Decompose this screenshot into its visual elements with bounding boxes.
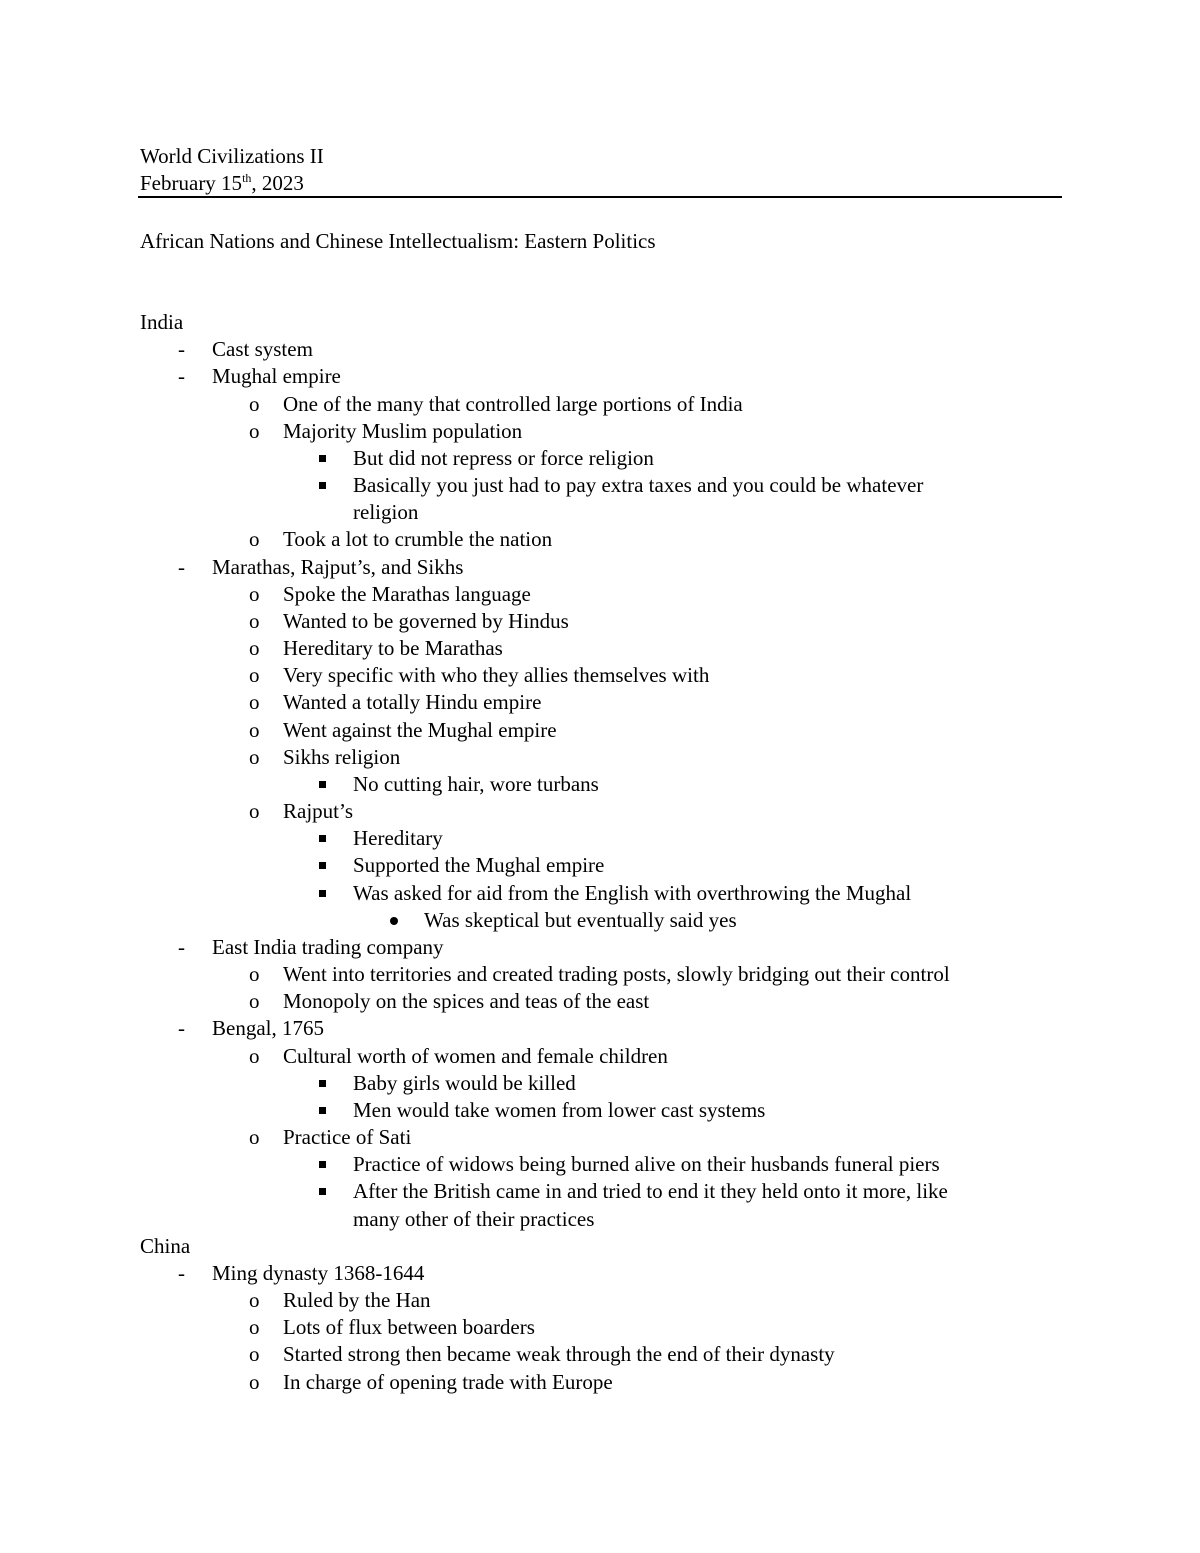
- date-ordinal-suffix: th: [242, 171, 252, 185]
- date-year: , 2023: [251, 171, 304, 195]
- circle-bullet: o: [249, 690, 260, 715]
- outline-item-level-2: Wanted a totally Hindu empire: [283, 690, 542, 715]
- dash-bullet: -: [178, 934, 185, 959]
- outline-item-level-1: Cast system: [212, 337, 313, 362]
- outline-item-level-3: But did not repress or force religion: [353, 445, 654, 470]
- course-name: World Civilizations II: [140, 144, 324, 168]
- circle-bullet: o: [249, 1342, 260, 1367]
- outline-item-level-2: Went into territories and created trading posts, slowly bridging out their control: [283, 962, 950, 987]
- outline-item-level-2: Spoke the Marathas language: [283, 581, 531, 606]
- circle-bullet: o: [249, 1043, 260, 1068]
- date-month-day: February 15: [140, 171, 243, 195]
- outline-item-level-2: Monopoly on the spices and teas of the east: [283, 989, 650, 1014]
- square-bullet: [319, 482, 326, 489]
- outline-item-level-2: Hereditary to be Marathas: [283, 636, 503, 661]
- dash-bullet: -: [178, 364, 185, 389]
- outline-item-level-3: Hereditary: [353, 826, 443, 851]
- outline-item-level-1: Marathas, Rajput’s, and Sikhs: [212, 554, 464, 579]
- outline-item-level-2: Cultural worth of women and female children: [283, 1043, 668, 1068]
- outline-item-level-1: Bengal, 1765: [212, 1016, 324, 1041]
- outline-item-level-2: Very specific with who they allies themselves with: [283, 663, 710, 688]
- outline-item-level-3: Basically you just had to pay extra taxes and you could be whatever: [353, 473, 924, 498]
- circle-bullet: o: [249, 989, 260, 1014]
- outline-item-level-1: East India trading company: [212, 934, 444, 959]
- outline-item-level-4: Was skeptical but eventually said yes: [424, 907, 737, 932]
- square-bullet: [319, 890, 326, 897]
- circle-bullet: o: [249, 1369, 260, 1394]
- outline-item-level-2: In charge of opening trade with Europe: [283, 1369, 613, 1394]
- outline-item-level-2: Majority Muslim population: [283, 418, 523, 443]
- square-bullet: [319, 862, 326, 869]
- dash-bullet: -: [178, 554, 185, 579]
- dash-bullet: -: [178, 337, 185, 362]
- circle-bullet: o: [249, 799, 260, 824]
- circle-bullet: o: [249, 527, 260, 552]
- section-heading: India: [140, 310, 184, 334]
- circle-bullet: o: [249, 663, 260, 688]
- document-date: [140, 170, 304, 197]
- outline-item-level-2: Lots of flux between boarders: [283, 1315, 535, 1340]
- dash-bullet: -: [178, 1016, 185, 1041]
- outline-item-level-2: Practice of Sati: [283, 1125, 412, 1150]
- outline-item-level-3: After the British came in and tried to end it they held onto it more, like: [353, 1179, 948, 1204]
- square-bullet: [319, 1188, 326, 1195]
- outline-item-level-2: Started strong then became weak through the end of their dynasty: [283, 1342, 835, 1367]
- outline-item-level-3: No cutting hair, wore turbans: [353, 771, 599, 796]
- dot-bullet: [390, 917, 398, 925]
- circle-bullet: o: [249, 744, 260, 769]
- square-bullet: [319, 1107, 326, 1114]
- square-bullet: [319, 835, 326, 842]
- square-bullet: [319, 1080, 326, 1087]
- circle-bullet: o: [249, 608, 260, 633]
- circle-bullet: o: [249, 636, 260, 661]
- section-heading: China: [140, 1233, 191, 1258]
- outline-item-level-3: Supported the Mughal empire: [353, 853, 605, 878]
- outline-item-level-2: Went against the Mughal empire: [283, 717, 557, 742]
- circle-bullet: o: [249, 418, 260, 443]
- outline-item-level-3: religion: [353, 500, 419, 525]
- square-bullet: [319, 781, 326, 788]
- outline-item-level-2: Took a lot to crumble the nation: [283, 527, 553, 552]
- outline-item-level-1: Ming dynasty 1368-1644: [212, 1260, 425, 1285]
- outline-item-level-2: Sikhs religion: [283, 744, 401, 769]
- circle-bullet: o: [249, 1125, 260, 1150]
- square-bullet: [319, 1161, 326, 1168]
- circle-bullet: o: [249, 717, 260, 742]
- outline-item-level-1: Mughal empire: [212, 364, 341, 389]
- outline-item-level-2: Ruled by the Han: [283, 1288, 431, 1313]
- circle-bullet: o: [249, 391, 260, 416]
- outline-item-level-2: Rajput’s: [283, 799, 354, 824]
- header-divider: [138, 196, 1062, 198]
- outline-item-level-3: many other of their practices: [353, 1206, 595, 1231]
- dash-bullet: -: [178, 1260, 185, 1285]
- outline-item-level-2: Wanted to be governed by Hindus: [283, 608, 569, 633]
- outline-item-level-2: One of the many that controlled large portions of India: [283, 391, 743, 416]
- outline-item-level-3: Men would take women from lower cast systems: [353, 1097, 766, 1122]
- outline-item-level-3: Practice of widows being burned alive on their husbands funeral piers: [353, 1152, 940, 1177]
- circle-bullet: o: [249, 581, 260, 606]
- circle-bullet: o: [249, 1288, 260, 1313]
- circle-bullet: o: [249, 962, 260, 987]
- square-bullet: [319, 455, 326, 462]
- outline-item-level-3: Baby girls would be killed: [353, 1070, 576, 1095]
- outline-item-level-3: Was asked for aid from the English with overthrowing the Mughal: [353, 880, 912, 905]
- document-title: African Nations and Chinese Intellectualism: Eastern Politics: [140, 229, 656, 253]
- circle-bullet: o: [249, 1315, 260, 1340]
